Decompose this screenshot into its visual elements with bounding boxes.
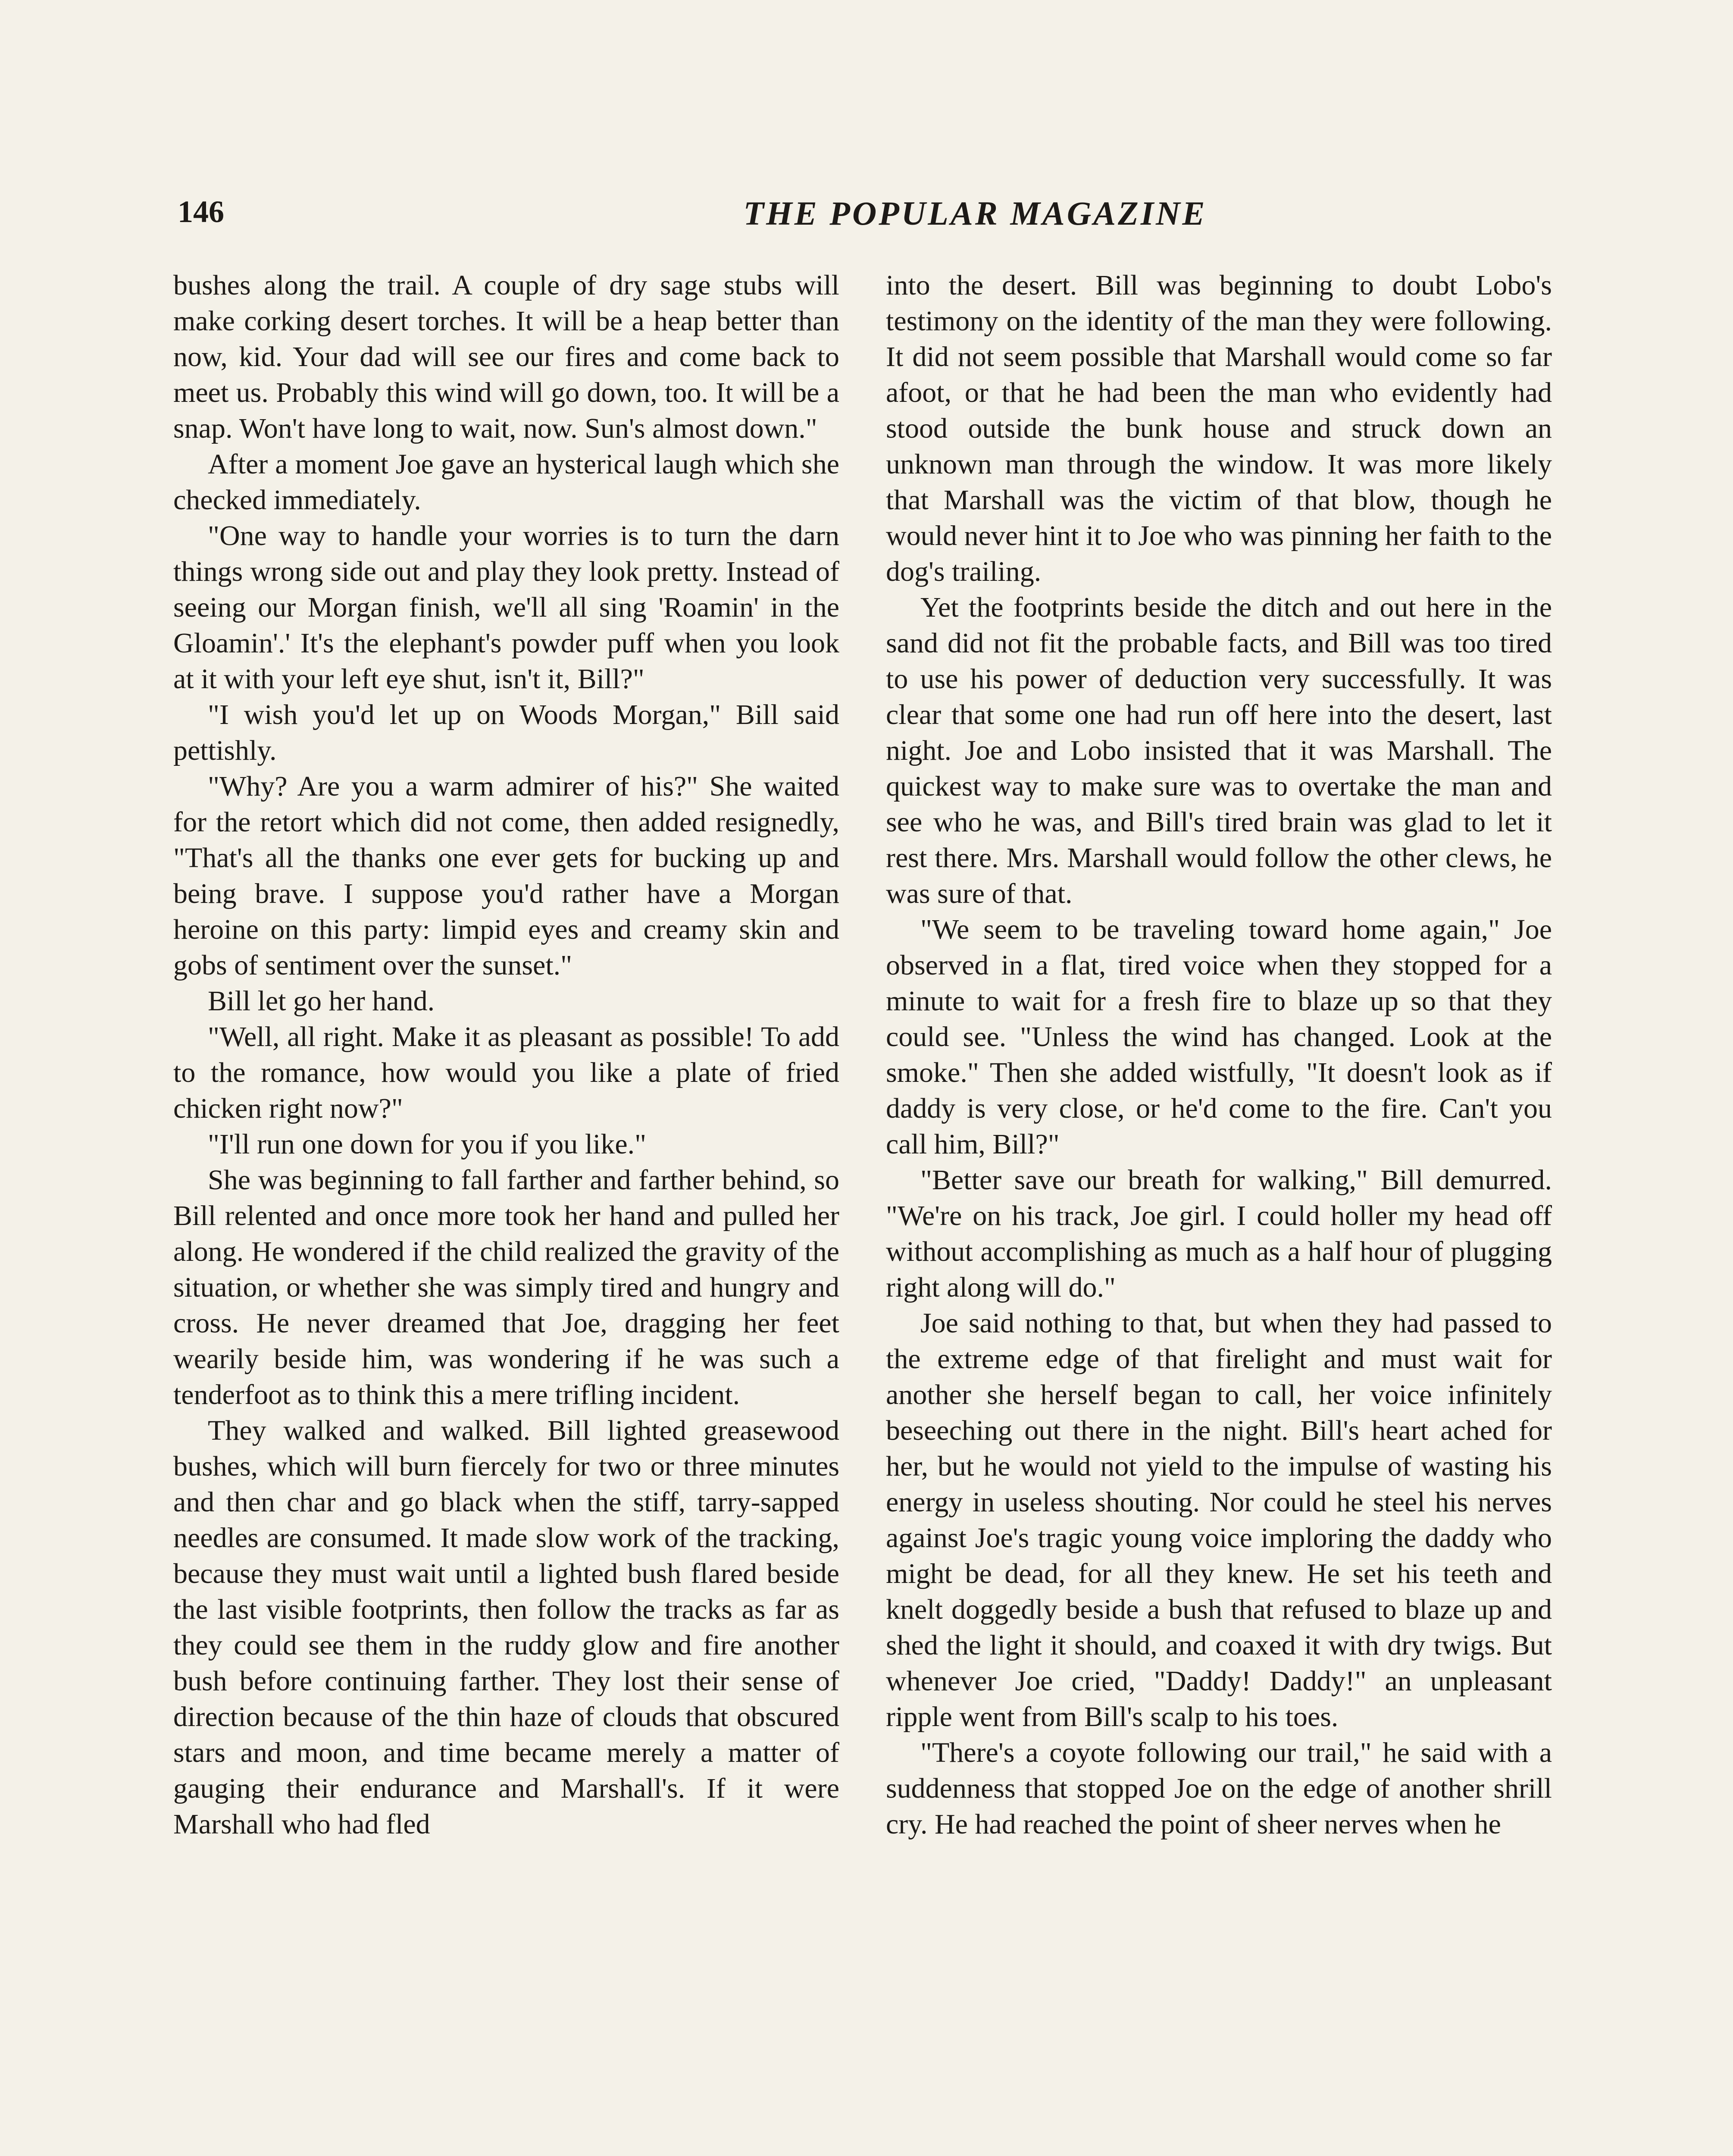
right-column (886, 267, 1552, 2156)
paragraph: "Why? Are you a warm admirer of his?" She waited for the retort which did not come, then added resignedly, "That's all the thanks one ever gets for bucking up and being brave. I suppose you'd rather have a Morgan heroine on this party: limpid eyes and creamy skin and gobs of sentiment over the sunset." (173, 771, 839, 981)
left-column (173, 267, 839, 2156)
paragraph: "We seem to be traveling toward home again," Joe observed in a flat, tired voice when they stopped for a minute to wait for a fresh fire to blaze up so that they could see. "Unless the wind has changed. Look at the smoke." Then she added wistfully, "It doesn't look as if daddy is very close, or he'd come to the fire. Can't you call him, Bill?" (886, 914, 1552, 1160)
paragraph: Yet the footprints beside the ditch and out here in the sand did not fit the probable facts, and Bill was too tired to use his power of deduction very successfully. It was clear that some one had run off here into the desert, last night. Joe and Lobo insisted that it was Marshall. The quickest way to make sure was to overtake the man and see who he was, and Bill's tired brain was glad to let it rest there. Mrs. Marshall would follow the other clews, he was sure of that. (886, 592, 1552, 909)
paragraph: She was beginning to fall farther and farther behind, so Bill relented and once more took her hand and pulled her along. He wondered if the child realized the gravity of the situation, or whether she was simply tired and hungry and cross. He never dreamed that Joe, dragging her feet wearily beside him, was wondering if he was such a tenderfoot as to think this a mere trifling incident. (173, 1164, 839, 1410)
paragraph: Bill let go her hand. (208, 985, 435, 1017)
paragraph: "I'll run one down for you if you like." (208, 1128, 647, 1160)
page-number: 146 (178, 194, 224, 229)
paragraph: "I wish you'd let up on Woods Morgan," Bill said pettishly. (173, 699, 839, 766)
paragraph: "One way to handle your worries is to turn the darn things wrong side out and play they look pretty. Instead of seeing our Morgan finish, we'll all sing 'Roamin' in the Gloamin'.' It's the elephant's powder puff when you look at it with your left eye shut, isn't it, Bill?" (173, 520, 839, 695)
page-header (178, 190, 1561, 237)
paragraph: "Better save our breath for walking," Bill demurred. "We're on his track, Joe girl. I could holler my head off without accomplishing as much as a half hour of plugging right along will do." (886, 1164, 1552, 1303)
running-title: THE POPULAR MAGAZINE (743, 194, 1207, 232)
paragraph: bushes along the trail. A couple of dry sage stubs will make corking desert torches. It will be a heap better than now, kid. Your dad will see our fires and come back to meet us. Probably this wind will go down, too. It will be a snap. Won't have long to wait, now. Sun's almost down." (173, 270, 839, 444)
paragraph: After a moment Joe gave an hysterical laugh which she checked immediately. (173, 448, 839, 516)
paragraph: Joe said nothing to that, but when they had passed to the extreme edge of that firelight and must wait for another she herself began to call, her voice infinitely beseeching out there in the night. Bill's heart ached for her, but he would not yield to the impulse of wasting his energy in useless shouting. Nor could he steel his nerves against Joe's tragic young voice imploring the daddy who might be dead, for all they knew. He set his teeth and knelt doggedly beside a bush that refused to blaze up and shed the light it should, and coaxed it with dry twigs. But whenever Joe cried, "Daddy! Daddy!" an unpleasant ripple went from Bill's scalp to his toes. (886, 1307, 1552, 1733)
paragraph: "There's a coyote following our trail," he said with a suddenness that stopped Joe on the edge of another shrill cry. He had reached the point of sheer nerves when he (886, 1737, 1552, 1840)
paragraph: into the desert. Bill was beginning to doubt Lobo's testimony on the identity of the man they were following. It did not seem possible that Marshall would come so far afoot, or that he had been the man who evidently had stood outside the bunk house and struck down an unknown man through the window. It was more likely that Marshall was the victim of that blow, though he would never hint it to Joe who was pinning her faith to the dog's trailing. (886, 270, 1552, 587)
paragraph: "Well, all right. Make it as pleasant as possible! To add to the romance, how would you like a plate of fried chicken right now?" (173, 1021, 839, 1124)
paragraph: They walked and walked. Bill lighted greasewood bushes, which will burn fiercely for two or three minutes and then char and go black when the stiff, tarry-sapped needles are consumed. It made slow work of the tracking, because they must wait until a lighted bush flared beside the last visible footprints, then follow the tracks as far as they could see them in the ruddy glow and fire another bush before continuing farther. They lost their sense of direction because of the thin haze of clouds that obscured stars and moon, and time became merely a matter of gauging their endurance and Marshall's. If it were Marshall who had fled (173, 1415, 839, 1840)
